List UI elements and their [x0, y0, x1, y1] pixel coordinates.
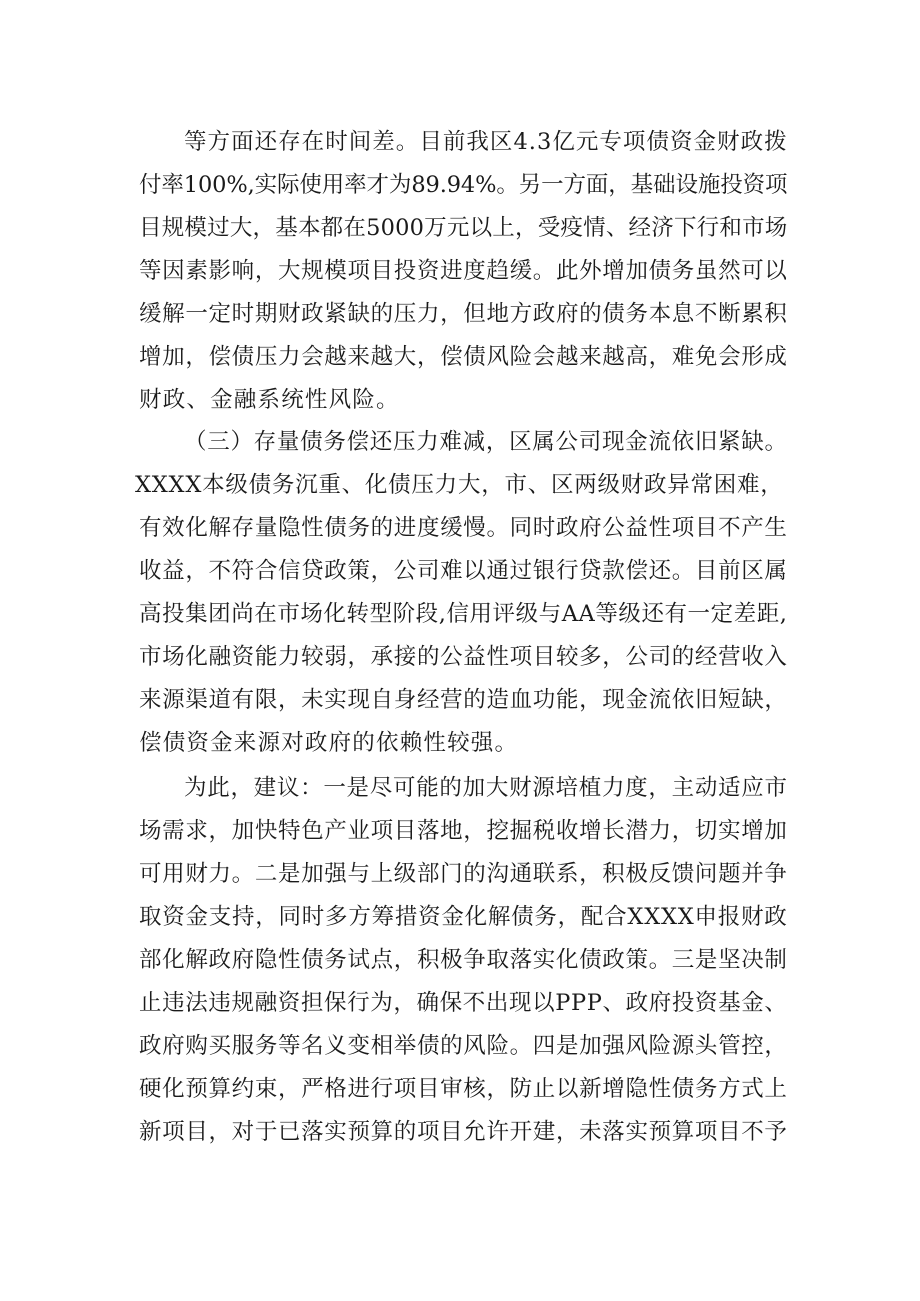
text-line: 缓解一定时期财政紧缺的压力，但地方政府的债务本息不断累积: [139, 301, 788, 327]
text-line: 有效化解存量隐性债务的进度缓慢。同时政府公益性项目不产生: [139, 515, 788, 541]
paragraph-3: [139, 767, 789, 1154]
text-line: 止违法违规融资担保行为，确保不出现以PPP、政府投资基金、: [139, 990, 788, 1016]
text-line: 硬化预算约束，严格进行项目审核，防止以新增隐性债务方式上: [139, 1076, 788, 1102]
text-line: 付率100%,实际使用率才为89.94%。另一方面，基础设施投资项: [139, 172, 788, 198]
text-line: 财政、金融系统性风险。: [139, 387, 400, 413]
section-heading-line: （三）存量债务偿还压力难减，区属公司现金流依旧紧缺。: [184, 429, 788, 455]
text-line: 收益，不符合信贷政策，公司难以通过银行贷款偿还。目前区属: [139, 558, 788, 584]
text-line: 取资金支持，同时多方筹措资金化解债务，配合XXXX申报财政: [139, 904, 788, 930]
text-line: 目规模过大，基本都在5000万元以上，受疫情、经济下行和市场: [139, 215, 788, 241]
text-line: 市场化融资能力较弱，承接的公益性项目较多，公司的经营收入: [139, 644, 788, 670]
text-line: 高投集团尚在市场化转型阶段,信用评级与AA等级还有一定差距,: [139, 601, 788, 627]
text-line: 新项目，对于已落实预算的项目允许开建，未落实预算项目不予: [139, 1119, 788, 1145]
text-line: 偿债资金来源对政府的依赖性较强。: [139, 730, 519, 756]
text-line: 来源渠道有限，未实现自身经营的造血功能，现金流依旧短缺，: [139, 687, 788, 713]
text-line: 政府购买服务等名义变相举债的风险。四是加强风险源头管控，: [139, 1033, 788, 1059]
text-line: 增加，偿债压力会越来越大，偿债风险会越来越高，难免会形成: [139, 344, 788, 370]
text-line: 等方面还存在时间差。目前我区4.3亿元专项债资金财政拨: [184, 129, 788, 155]
text-line: 为此，建议：一是尽可能的加大财源培植力度，主动适应市: [184, 775, 788, 801]
text-line: XXXX本级债务沉重、化债压力大，市、区两级财政异常困难，: [135, 472, 784, 498]
text-line: 部化解政府隐性债务试点，积极争取落实化债政策。三是坚决制: [139, 947, 788, 973]
paragraph-1: [139, 121, 789, 422]
text-line: 场需求，加快特色产业项目落地，挖掘税收增长潜力，切实增加: [139, 818, 788, 844]
text-line: 可用财力。二是加强与上级部门的沟通联系，积极反馈问题并争: [139, 861, 788, 887]
paragraph-2: [135, 421, 789, 765]
text-line: 等因素影响，大规模项目投资进度趋缓。此外增加债务虽然可以: [139, 258, 788, 284]
